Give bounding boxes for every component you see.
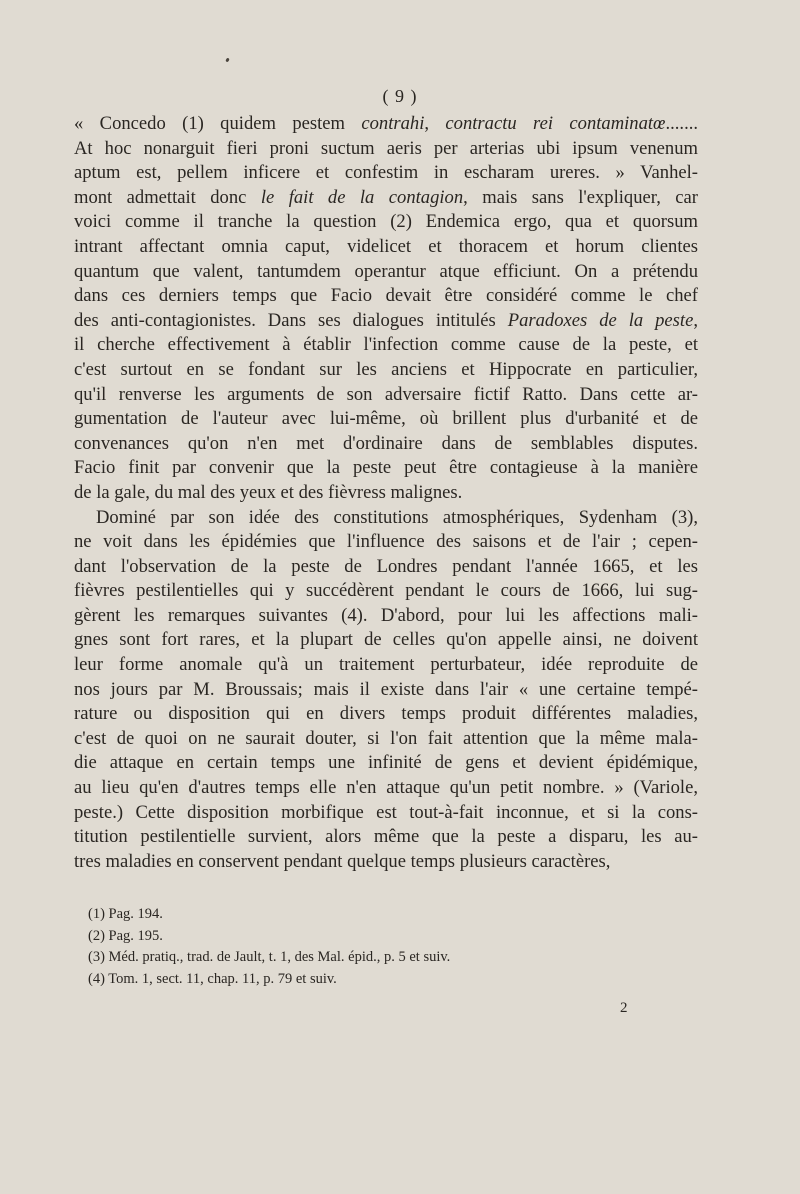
text-line: intrant affectant omnia caput, videlicet et thoracem et horum clientes bbox=[74, 235, 698, 257]
footnotes bbox=[88, 904, 688, 990]
text-line: Dominé par son idée des constitutions atmosphériques, Sydenham (3), bbox=[96, 506, 698, 528]
text-line: rature ou disposition qui en divers temps produit différentes maladies, bbox=[74, 703, 698, 725]
paragraph bbox=[74, 112, 698, 506]
text-line: « Concedo (1) quidem pestem contrahi, contractu rei contaminatœ....... bbox=[74, 113, 699, 134]
text-line: titution pestilentielle survient, alors même que la peste a disparu, les au- bbox=[74, 826, 698, 848]
footnote: (1) Pag. 194. bbox=[88, 906, 163, 922]
body-text bbox=[74, 112, 698, 874]
text-line: voici comme il tranche la question (2) Endemica ergo, qua et quorsum bbox=[74, 211, 698, 233]
text-line: dans ces derniers temps que Facio devait être considéré comme le chef bbox=[74, 285, 698, 307]
footnote: (2) Pag. 195. bbox=[88, 927, 163, 944]
text-line: Facio finit par convenir que la peste peut être contagieuse à la manière bbox=[74, 457, 698, 479]
page-number: ( 9 ) bbox=[382, 86, 418, 106]
italic-text: contractu rei contaminatœ bbox=[445, 113, 666, 134]
text-line: qu'il renverse les arguments de son adversaire fictif Ratto. Dans cette ar- bbox=[74, 383, 698, 405]
italic-text: Paradoxes de la peste bbox=[507, 309, 694, 331]
text-line: il cherche effectivement à établir l'infection comme cause de la peste, et bbox=[74, 334, 698, 356]
text-line: die attaque en certain temps une infinité de gens et devient épidémique, bbox=[74, 752, 698, 774]
ink-speck bbox=[225, 58, 230, 63]
text-line: aptum est, pellem inficere et confestim in escharam ureres. » Vanhel- bbox=[74, 162, 698, 184]
text-line: fièvres pestilentielles qui y succédèrent pendant le cours de 1666, lui sug- bbox=[74, 580, 698, 602]
text-line: des anti-contagionistes. Dans ses dialogues intitulés Paradoxes de la peste, bbox=[74, 309, 698, 331]
italic-text: le fait de la contagion bbox=[260, 186, 464, 208]
text-line: nos jours par M. Broussais; mais il existe dans l'air « une certaine tempé- bbox=[74, 678, 698, 700]
footnote: (3) Méd. pratiq., trad. de Jault, t. 1, des Mal. épid., p. 5 et suiv. bbox=[88, 949, 451, 965]
text-line: mont admettait donc le fait de la contagion, mais sans l'expliquer, car bbox=[74, 186, 698, 208]
text-line: au lieu qu'en d'autres temps elle n'en attaque qu'un petit nombre. » (Variole, bbox=[74, 777, 698, 799]
text-line: gnes sont fort rares, et la plupart de celles qu'on appelle ainsi, ne doivent bbox=[74, 629, 698, 651]
text-line: dant l'observation de la peste de Londres pendant l'année 1665, et les bbox=[74, 555, 698, 577]
text-line: tres maladies en conservent pendant quelque temps plusieurs caractères, bbox=[74, 850, 611, 872]
footnote: (4) Tom. 1, sect. 11, chap. 11, p. 79 et suiv. bbox=[88, 970, 337, 987]
paragraph bbox=[74, 506, 698, 875]
text-line: c'est de quoi on ne saurait douter, si l'on fait attention que la même mala- bbox=[74, 727, 698, 749]
text-line: de la gale, du mal des yeux et des fièvress malignes. bbox=[74, 481, 463, 503]
italic-text: contrahi bbox=[361, 113, 425, 134]
text-line: gumentation de l'auteur avec lui-même, où brillent plus d'urbanité et de bbox=[74, 408, 698, 430]
text-line: peste.) Cette disposition morbifique est tout-à-fait inconnue, et si la cons- bbox=[74, 801, 698, 823]
text-line: c'est surtout en se fondant sur les anciens et Hippocrate en particulier, bbox=[74, 358, 698, 380]
text-line: At hoc nonarguit fieri proni suctum aeris per arterias ubi ipsum venenum bbox=[74, 137, 698, 159]
signature-mark: 2 bbox=[620, 1000, 628, 1016]
text-line: ne voit dans les épidémies que l'influence des saisons et de l'air ; cepen- bbox=[74, 531, 698, 553]
text-line: leur forme anomale qu'à un traitement perturbateur, idée reproduite de bbox=[74, 654, 698, 676]
text-line: gèrent les remarques suivantes (4). D'abord, pour lui les affections mali- bbox=[74, 604, 698, 626]
text-line: quantum que valent, tantumdem operantur atque efficiunt. On a prétendu bbox=[74, 260, 698, 282]
text-line: convenances qu'on n'en met d'ordinaire dans de semblables disputes. bbox=[74, 432, 698, 454]
